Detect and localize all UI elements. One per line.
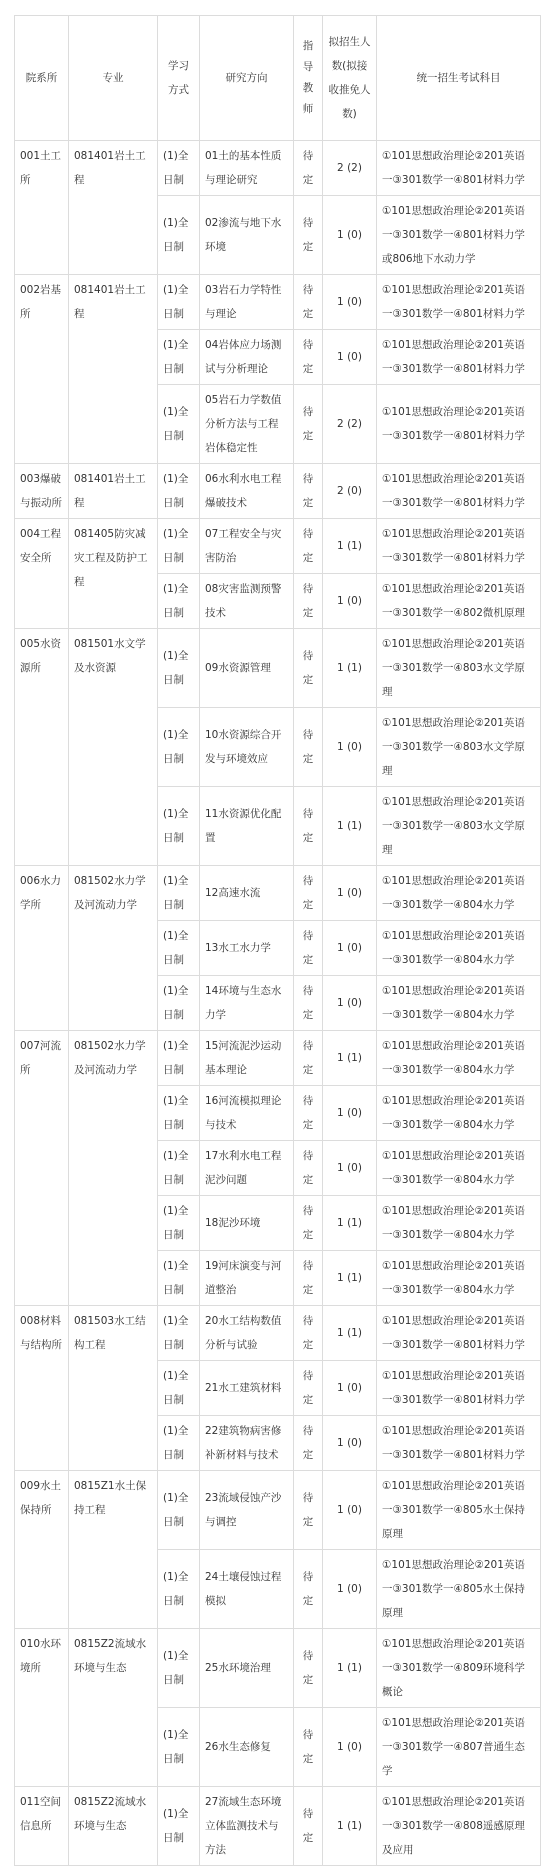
exam-subjects-cell: ①101思想政治理论②201英语一③301数学一④804水力学 xyxy=(377,866,541,921)
study-mode-cell: (1)全日制 xyxy=(158,464,200,519)
study-mode-cell: (1)全日制 xyxy=(158,1629,200,1708)
study-mode-cell: (1)全日制 xyxy=(158,1196,200,1251)
major-cell: 081502水力学及河流动力学 xyxy=(69,1031,158,1306)
research-direction-cell: 17水利水电工程泥沙问题 xyxy=(200,1141,294,1196)
advisor-cell: 待定 xyxy=(294,519,323,574)
research-direction-cell: 18泥沙环境 xyxy=(200,1196,294,1251)
major-cell: 0815Z2流域水环境与生态 xyxy=(69,1629,158,1787)
quota-cell: 1 (0) xyxy=(323,1361,377,1416)
major-cell: 081502水力学及河流动力学 xyxy=(69,866,158,1031)
exam-subjects-cell: ①101思想政治理论②201英语一③301数学一④801材料力学 xyxy=(377,519,541,574)
research-direction-cell: 07工程安全与灾害防治 xyxy=(200,519,294,574)
study-mode-cell: (1)全日制 xyxy=(158,1031,200,1086)
exam-subjects-cell: ①101思想政治理论②201英语一③301数学一④804水力学 xyxy=(377,1196,541,1251)
advisor-cell: 待定 xyxy=(294,1550,323,1629)
quota-cell: 2 (0) xyxy=(323,464,377,519)
advisor-cell: 待定 xyxy=(294,464,323,519)
research-direction-cell: 14环境与生态水力学 xyxy=(200,976,294,1031)
dept-cell: 006水力学所 xyxy=(15,866,69,1031)
admissions-table xyxy=(14,15,541,1866)
quota-cell: 1 (0) xyxy=(323,574,377,629)
research-direction-cell: 19河床演变与河道整治 xyxy=(200,1251,294,1306)
quota-cell: 1 (0) xyxy=(323,1416,377,1471)
research-direction-cell: 01土的基本性质与理论研究 xyxy=(200,141,294,196)
major-cell: 0815Z1水土保持工程 xyxy=(69,1471,158,1629)
advisor-cell: 待定 xyxy=(294,1629,323,1708)
quota-cell: 1 (1) xyxy=(323,1306,377,1361)
research-direction-cell: 25水环境治理 xyxy=(200,1629,294,1708)
dept-cell: 009水土保持所 xyxy=(15,1471,69,1629)
table-row xyxy=(15,464,541,519)
header-mode: 学习方式 xyxy=(158,16,200,141)
dept-cell: 002岩基所 xyxy=(15,275,69,464)
advisor-cell: 待定 xyxy=(294,1251,323,1306)
advisor-cell: 待定 xyxy=(294,275,323,330)
major-cell: 081501水文学及水资源 xyxy=(69,629,158,866)
table-row xyxy=(15,1471,541,1550)
advisor-cell: 待定 xyxy=(294,141,323,196)
research-direction-cell: 11水资源优化配置 xyxy=(200,787,294,866)
research-direction-cell: 09水资源管理 xyxy=(200,629,294,708)
advisor-cell: 待定 xyxy=(294,574,323,629)
research-direction-cell: 27流域生态环境立体监测技术与方法 xyxy=(200,1787,294,1866)
quota-cell: 1 (0) xyxy=(323,196,377,275)
study-mode-cell: (1)全日制 xyxy=(158,1708,200,1787)
quota-cell: 1 (0) xyxy=(323,275,377,330)
exam-subjects-cell: ①101思想政治理论②201英语一③301数学一④801材料力学 xyxy=(377,385,541,464)
research-direction-cell: 15河流泥沙运动基本理论 xyxy=(200,1031,294,1086)
header-advisor: 指导教师 xyxy=(294,16,323,141)
quota-cell: 1 (0) xyxy=(323,976,377,1031)
study-mode-cell: (1)全日制 xyxy=(158,1550,200,1629)
dept-cell: 011空间信息所 xyxy=(15,1787,69,1866)
exam-subjects-cell: ①101思想政治理论②201英语一③301数学一④804水力学 xyxy=(377,1141,541,1196)
advisor-cell: 待定 xyxy=(294,976,323,1031)
advisor-cell: 待定 xyxy=(294,196,323,275)
exam-subjects-cell: ①101思想政治理论②201英语一③301数学一④802微机原理 xyxy=(377,574,541,629)
exam-subjects-cell: ①101思想政治理论②201英语一③301数学一④801材料力学 xyxy=(377,1361,541,1416)
exam-subjects-cell: ①101思想政治理论②201英语一③301数学一④807普通生态学 xyxy=(377,1708,541,1787)
exam-subjects-cell: ①101思想政治理论②201英语一③301数学一④801材料力学 xyxy=(377,275,541,330)
quota-cell: 1 (0) xyxy=(323,921,377,976)
exam-subjects-cell: ①101思想政治理论②201英语一③301数学一④804水力学 xyxy=(377,1251,541,1306)
exam-subjects-cell: ①101思想政治理论②201英语一③301数学一④801材料力学 xyxy=(377,464,541,519)
major-cell: 081401岩土工程 xyxy=(69,464,158,519)
research-direction-cell: 24土壤侵蚀过程模拟 xyxy=(200,1550,294,1629)
study-mode-cell: (1)全日制 xyxy=(158,1787,200,1866)
dept-cell: 007河流所 xyxy=(15,1031,69,1306)
research-direction-cell: 12高速水流 xyxy=(200,866,294,921)
exam-subjects-cell: ①101思想政治理论②201英语一③301数学一④803水文学原理 xyxy=(377,629,541,708)
advisor-cell: 待定 xyxy=(294,1196,323,1251)
exam-subjects-cell: ①101思想政治理论②201英语一③301数学一④803水文学原理 xyxy=(377,708,541,787)
research-direction-cell: 06水利水电工程爆破技术 xyxy=(200,464,294,519)
advisor-cell: 待定 xyxy=(294,629,323,708)
study-mode-cell: (1)全日制 xyxy=(158,574,200,629)
research-direction-cell: 02渗流与地下水环境 xyxy=(200,196,294,275)
quota-cell: 2 (2) xyxy=(323,141,377,196)
dept-cell: 005水资源所 xyxy=(15,629,69,866)
research-direction-cell: 16河流模拟理论与技术 xyxy=(200,1086,294,1141)
study-mode-cell: (1)全日制 xyxy=(158,196,200,275)
dept-cell: 008材料与结构所 xyxy=(15,1306,69,1471)
exam-subjects-cell: ①101思想政治理论②201英语一③301数学一④804水力学 xyxy=(377,921,541,976)
dept-cell: 003爆破与振动所 xyxy=(15,464,69,519)
advisor-cell: 待定 xyxy=(294,1086,323,1141)
advisor-cell: 待定 xyxy=(294,1361,323,1416)
quota-cell: 1 (0) xyxy=(323,1550,377,1629)
exam-subjects-cell: ①101思想政治理论②201英语一③301数学一④804水力学 xyxy=(377,1031,541,1086)
quota-cell: 1 (1) xyxy=(323,629,377,708)
exam-subjects-cell: ①101思想政治理论②201英语一③301数学一④801材料力学 xyxy=(377,141,541,196)
quota-cell: 1 (0) xyxy=(323,866,377,921)
research-direction-cell: 04岩体应力场测试与分析理论 xyxy=(200,330,294,385)
header-row xyxy=(15,16,541,141)
advisor-cell: 待定 xyxy=(294,787,323,866)
exam-subjects-cell: ①101思想政治理论②201英语一③301数学一④809环境科学概论 xyxy=(377,1629,541,1708)
research-direction-cell: 23流域侵蚀产沙与调控 xyxy=(200,1471,294,1550)
exam-subjects-cell: ①101思想政治理论②201英语一③301数学一④808遥感原理及应用 xyxy=(377,1787,541,1866)
exam-subjects-cell: ①101思想政治理论②201英语一③301数学一④805水土保持原理 xyxy=(377,1550,541,1629)
major-cell: 081405防灾减灾工程及防护工程 xyxy=(69,519,158,629)
exam-subjects-cell: ①101思想政治理论②201英语一③301数学一④805水土保持原理 xyxy=(377,1471,541,1550)
admissions-table-container xyxy=(14,15,541,1866)
quota-cell: 1 (1) xyxy=(323,1629,377,1708)
research-direction-cell: 26水生态修复 xyxy=(200,1708,294,1787)
quota-cell: 1 (1) xyxy=(323,1031,377,1086)
dept-cell: 004工程安全所 xyxy=(15,519,69,629)
research-direction-cell: 10水资源综合开发与环境效应 xyxy=(200,708,294,787)
research-direction-cell: 13水工水力学 xyxy=(200,921,294,976)
table-body xyxy=(15,141,541,1866)
header-quota: 拟招生人数(拟接收推免人数) xyxy=(323,16,377,141)
advisor-cell: 待定 xyxy=(294,385,323,464)
dept-cell: 010水环境所 xyxy=(15,1629,69,1787)
study-mode-cell: (1)全日制 xyxy=(158,629,200,708)
quota-cell: 2 (2) xyxy=(323,385,377,464)
advisor-cell: 待定 xyxy=(294,708,323,787)
research-direction-cell: 21水工建筑材料 xyxy=(200,1361,294,1416)
study-mode-cell: (1)全日制 xyxy=(158,866,200,921)
study-mode-cell: (1)全日制 xyxy=(158,787,200,866)
table-row xyxy=(15,866,541,921)
research-direction-cell: 08灾害监测预警技术 xyxy=(200,574,294,629)
header-direction: 研究方向 xyxy=(200,16,294,141)
quota-cell: 1 (0) xyxy=(323,1141,377,1196)
advisor-cell: 待定 xyxy=(294,1306,323,1361)
dept-cell: 001土工所 xyxy=(15,141,69,275)
quota-cell: 1 (1) xyxy=(323,519,377,574)
advisor-cell: 待定 xyxy=(294,1416,323,1471)
advisor-cell: 待定 xyxy=(294,1708,323,1787)
exam-subjects-cell: ①101思想政治理论②201英语一③301数学一④804水力学 xyxy=(377,976,541,1031)
research-direction-cell: 20水工结构数值分析与试验 xyxy=(200,1306,294,1361)
quota-cell: 1 (0) xyxy=(323,708,377,787)
quota-cell: 1 (1) xyxy=(323,1787,377,1866)
advisor-cell: 待定 xyxy=(294,1031,323,1086)
study-mode-cell: (1)全日制 xyxy=(158,921,200,976)
study-mode-cell: (1)全日制 xyxy=(158,330,200,385)
exam-subjects-cell: ①101思想政治理论②201英语一③301数学一④801材料力学 xyxy=(377,1416,541,1471)
table-row xyxy=(15,629,541,708)
major-cell: 081503水工结构工程 xyxy=(69,1306,158,1471)
quota-cell: 1 (1) xyxy=(323,787,377,866)
study-mode-cell: (1)全日制 xyxy=(158,141,200,196)
major-cell: 081401岩土工程 xyxy=(69,141,158,275)
quota-cell: 1 (0) xyxy=(323,1471,377,1550)
study-mode-cell: (1)全日制 xyxy=(158,1416,200,1471)
table-row xyxy=(15,275,541,330)
study-mode-cell: (1)全日制 xyxy=(158,519,200,574)
advisor-cell: 待定 xyxy=(294,1787,323,1866)
research-direction-cell: 05岩石力学数值分析方法与工程岩体稳定性 xyxy=(200,385,294,464)
study-mode-cell: (1)全日制 xyxy=(158,1361,200,1416)
study-mode-cell: (1)全日制 xyxy=(158,1141,200,1196)
advisor-cell: 待定 xyxy=(294,1141,323,1196)
table-row xyxy=(15,1306,541,1361)
header-major: 专业 xyxy=(69,16,158,141)
quota-cell: 1 (1) xyxy=(323,1196,377,1251)
study-mode-cell: (1)全日制 xyxy=(158,976,200,1031)
exam-subjects-cell: ①101思想政治理论②201英语一③301数学一④801材料力学 xyxy=(377,330,541,385)
exam-subjects-cell: ①101思想政治理论②201英语一③301数学一④803水文学原理 xyxy=(377,787,541,866)
study-mode-cell: (1)全日制 xyxy=(158,708,200,787)
research-direction-cell: 03岩石力学特性与理论 xyxy=(200,275,294,330)
study-mode-cell: (1)全日制 xyxy=(158,1086,200,1141)
study-mode-cell: (1)全日制 xyxy=(158,1471,200,1550)
quota-cell: 1 (0) xyxy=(323,330,377,385)
study-mode-cell: (1)全日制 xyxy=(158,1251,200,1306)
quota-cell: 1 (0) xyxy=(323,1086,377,1141)
table-row xyxy=(15,141,541,196)
exam-subjects-cell: ①101思想政治理论②201英语一③301数学一④804水力学 xyxy=(377,1086,541,1141)
header-dept: 院系所 xyxy=(15,16,69,141)
advisor-cell: 待定 xyxy=(294,330,323,385)
study-mode-cell: (1)全日制 xyxy=(158,275,200,330)
advisor-cell: 待定 xyxy=(294,1471,323,1550)
advisor-cell: 待定 xyxy=(294,866,323,921)
exam-subjects-cell: ①101思想政治理论②201英语一③301数学一④801材料力学或806地下水动力学 xyxy=(377,196,541,275)
quota-cell: 1 (0) xyxy=(323,1708,377,1787)
table-row xyxy=(15,1031,541,1086)
advisor-cell: 待定 xyxy=(294,921,323,976)
table-row xyxy=(15,519,541,574)
study-mode-cell: (1)全日制 xyxy=(158,1306,200,1361)
major-cell: 081401岩土工程 xyxy=(69,275,158,464)
table-row xyxy=(15,1787,541,1866)
study-mode-cell: (1)全日制 xyxy=(158,385,200,464)
quota-cell: 1 (1) xyxy=(323,1251,377,1306)
research-direction-cell: 22建筑物病害修补新材料与技术 xyxy=(200,1416,294,1471)
header-exam: 统一招生考试科目 xyxy=(377,16,541,141)
major-cell: 0815Z2流域水环境与生态 xyxy=(69,1787,158,1866)
exam-subjects-cell: ①101思想政治理论②201英语一③301数学一④801材料力学 xyxy=(377,1306,541,1361)
table-row xyxy=(15,1629,541,1708)
